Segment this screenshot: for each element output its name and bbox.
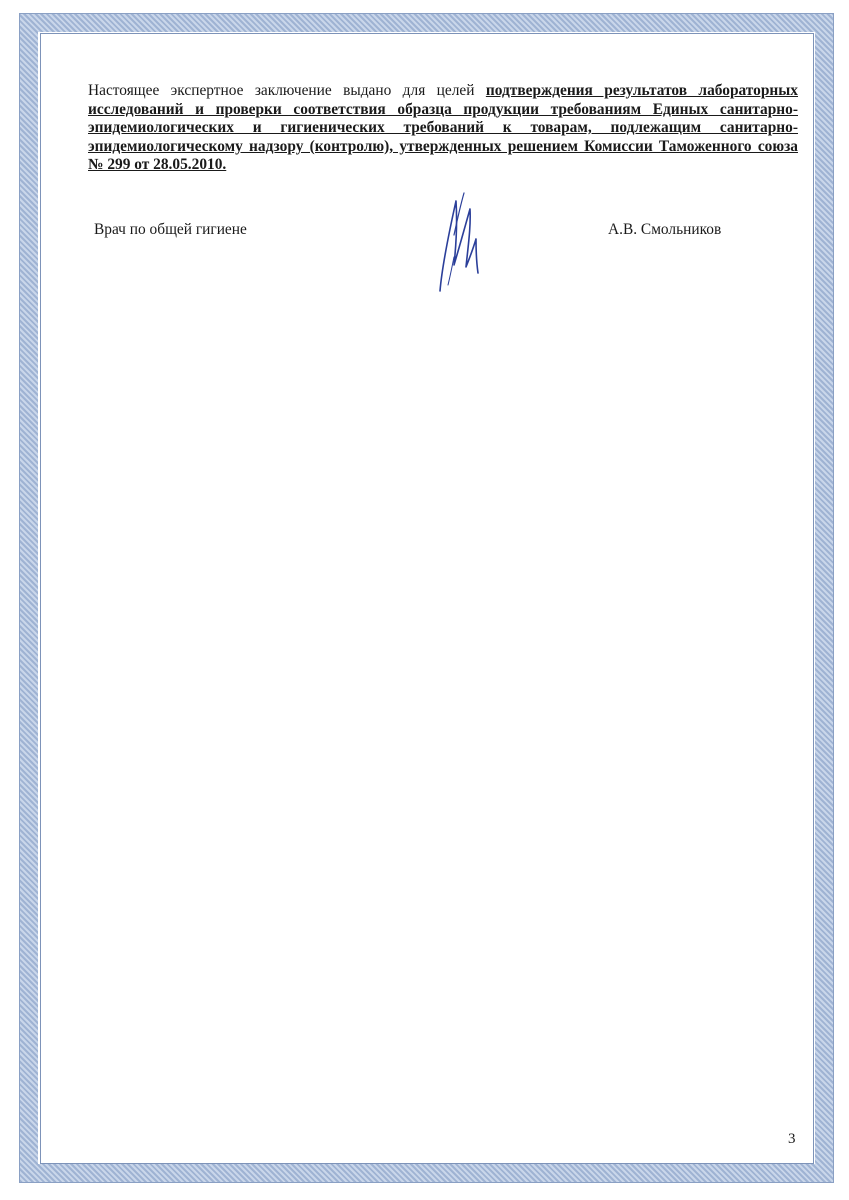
signatory-position: Врач по общей гигиене <box>94 221 247 238</box>
page-number: 3 <box>788 1131 796 1147</box>
conclusion-paragraph <box>88 82 798 175</box>
conclusion-emphasis: подтверждения результатов лабораторных исследований и проверки соответствия образца продукции требованиям Единых санитарно-эпидемиологических и гигиенических требований к товарам, подлежащим санитарно-эпидемиологическому надзору (контролю), утвержденных решением Комиссии Таможенного союза № 299 от 28.05.2010. <box>88 82 799 174</box>
handwritten-signature <box>430 187 490 297</box>
signature-block <box>94 221 754 245</box>
border-inner-line <box>40 33 814 1164</box>
conclusion-intro: Настоящее экспертное заключение выдано для целей <box>88 82 486 99</box>
document-body <box>88 82 798 175</box>
signatory-name: А.В. Смольников <box>608 221 722 238</box>
